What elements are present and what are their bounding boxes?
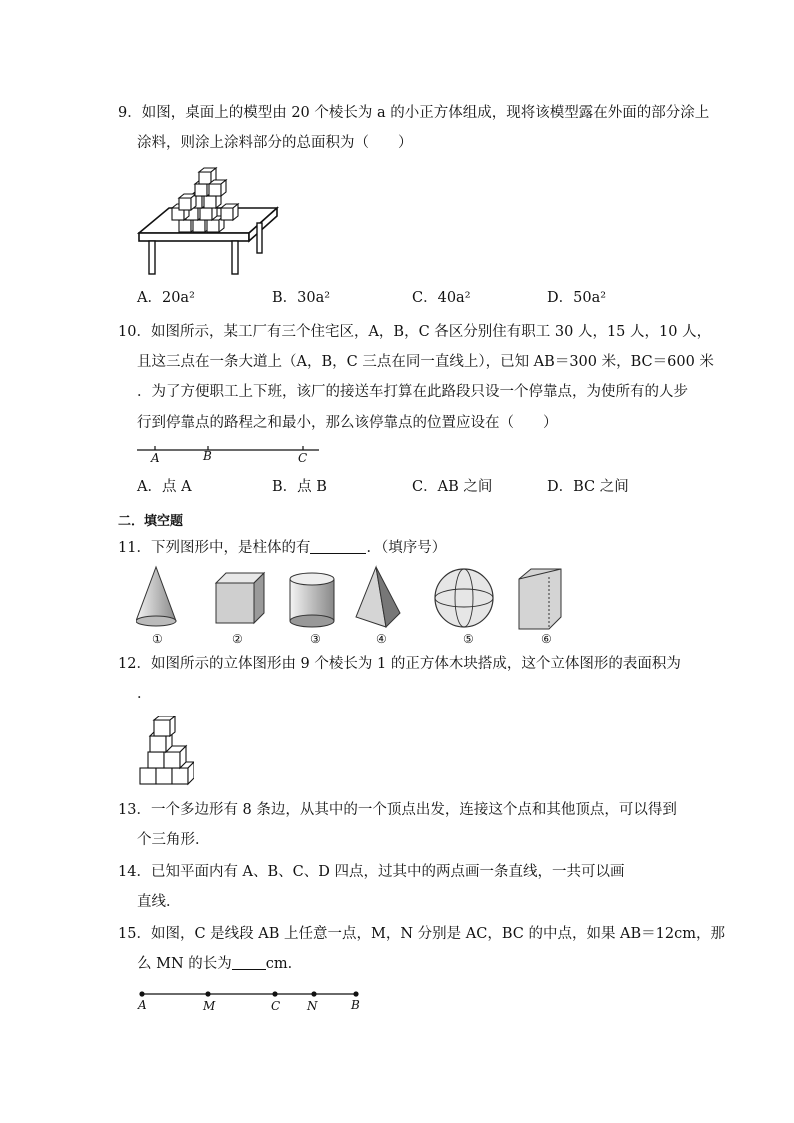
cylinder-icon <box>290 573 334 627</box>
q10-line4: 行到停靠点的路程之和最小，那么该停靠点的位置应设在（ ） <box>137 415 558 431</box>
sphere-icon <box>435 569 493 627</box>
q10-option-b[interactable]: B．点 B <box>272 479 327 495</box>
q15-line2 <box>137 954 302 974</box>
q11-label-3: ③ <box>310 632 321 646</box>
q11-label-2: ② <box>232 632 243 646</box>
q10-option-a[interactable]: A．点 A <box>137 479 192 495</box>
q10-line-figure <box>137 443 322 468</box>
q11-text-a: 11．下列图形中，是柱体的有 <box>118 540 311 556</box>
stacked-cubes-figure <box>138 716 194 788</box>
q11-label-6: ⑥ <box>541 632 552 646</box>
q11-line <box>118 538 446 558</box>
cubes-on-table-figure <box>137 163 279 277</box>
q9-line1: 9．如图，桌面上的模型由 20 个棱长为 a 的小正方体组成，现将该模型露在外面的部分涂上 <box>118 105 710 121</box>
q10-line3: ．为了方便职工上下班，该厂的接送车打算在此路段只设一个停靠点，为使所有的人步 <box>137 384 688 400</box>
q11-label-5: ⑤ <box>463 632 474 646</box>
q9-option-a[interactable]: A．20a² <box>137 290 195 306</box>
section-title: 二．填空题 <box>118 514 184 529</box>
q9-option-c[interactable]: C．40a² <box>412 290 471 306</box>
q13-line1: 13．一个多边形有 8 条边，从其中的一个顶点出发，连接这个点和其他顶点，可以得到 <box>118 802 677 818</box>
q11-answer-blank[interactable] <box>310 539 366 554</box>
q10-line1: 10．如图所示，某工厂有三个住宅区，A，B，C 各区分别住有职工 30 人，15 人，10 人， <box>118 324 712 340</box>
q15-text-b: cm． <box>265 956 303 972</box>
q9-option-d[interactable]: D．50a² <box>547 290 607 306</box>
q12-line2: ． <box>137 686 152 702</box>
pyramid-icon <box>356 567 400 627</box>
q10-option-d[interactable]: D．BC 之间 <box>547 479 629 495</box>
cube-icon <box>216 573 264 623</box>
q11-label-4: ④ <box>376 632 387 646</box>
q15-text-a: 么 MN 的长为 <box>137 956 232 972</box>
q13-line2: 个三角形． <box>137 832 210 848</box>
q10-point-c: C <box>298 451 308 465</box>
q10-option-c[interactable]: C．AB 之间 <box>412 479 493 495</box>
q15-point-a: A <box>138 998 147 1012</box>
q10-point-a: A <box>151 451 160 465</box>
q15-point-n: N <box>307 999 318 1013</box>
q15-segment-figure <box>138 988 362 1002</box>
q15-line1: 15．如图，C 是线段 AB 上任意一点，M，N 分别是 AC，BC 的中点，如果 AB＝12cm，那 <box>118 926 726 942</box>
q15-point-c: C <box>271 999 281 1013</box>
q14-line2: 直线． <box>137 894 181 910</box>
q10-line2: 且这三点在一条大道上（A，B，C 三点在同一直线上），已知 AB＝300 米，BC＝600 米 <box>137 354 714 370</box>
q15-point-b: B <box>351 998 360 1012</box>
q11-text-b: ．（填序号） <box>366 540 447 556</box>
q15-point-m: M <box>203 999 216 1013</box>
q14-line1: 14．已知平面内有 A、B、C、D 四点，过其中的两点画一条直线，一共可以画 <box>118 864 625 880</box>
q9-line2: 涂料，则涂上涂料部分的总面积为（ ） <box>137 135 413 151</box>
q11-shapes-figure <box>136 565 562 633</box>
q10-point-b: B <box>203 449 212 463</box>
q12-line1: 12．如图所示的立体图形由 9 个棱长为 1 的正方体木块搭成，这个立体图形的表面积为 <box>118 656 681 672</box>
cone-icon <box>136 567 176 626</box>
q15-answer-blank[interactable] <box>232 955 266 970</box>
q9-option-b[interactable]: B．30a² <box>272 290 331 306</box>
q11-label-1: ① <box>152 632 163 646</box>
prism-icon <box>519 569 561 629</box>
